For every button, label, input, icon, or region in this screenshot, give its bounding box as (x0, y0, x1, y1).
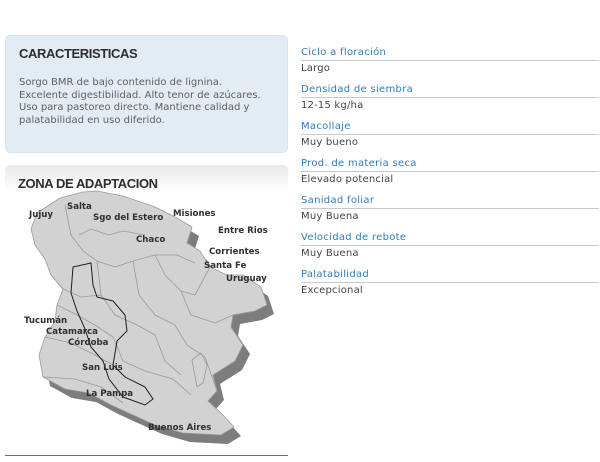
province-label-la-pampa: La Pampa (86, 389, 134, 399)
province-label-tucuman: Tucumán (24, 316, 68, 326)
attribute-label: Macollaje (301, 121, 599, 135)
province-label-jujuy: Jujuy (29, 210, 53, 220)
adaptation-map (5, 165, 288, 455)
attribute-label: Ciclo a floración (301, 47, 599, 61)
province-label-sgo-del-estero: Sgo del Estero (93, 213, 164, 223)
attribute-item (301, 158, 599, 195)
attribute-label: Densidad de siembra (301, 84, 599, 98)
province-label-corrientes: Corrientes (209, 247, 260, 257)
province-label-buenos-aires: Buenos Aires (148, 423, 212, 433)
attribute-value: Muy Buena (301, 211, 359, 222)
zona-adaptacion-panel (5, 165, 288, 456)
zona-adaptacion-title: ZONA DE ADAPTACION (18, 176, 158, 191)
province-label-entre-rios: Entre Rios (218, 226, 268, 236)
attribute-value: Excepcional (301, 285, 363, 296)
attribute-item (301, 195, 599, 232)
province-label-misiones: Misiones (173, 209, 216, 219)
attribute-value: Muy Buena (301, 248, 359, 259)
caracteristicas-title: CARACTERISTICAS (19, 46, 138, 61)
caracteristicas-description: Sorgo BMR de bajo contenido de lignina. Excelente digestibilidad. Alto tenor de azúcares. Uso para pastoreo directo. Mantiene calidad y palatabilidad en uso diferido. (19, 77, 261, 126)
province-label-catamarca: Catamarca (46, 327, 98, 337)
province-label-santa-fe: Santa Fe (204, 261, 247, 271)
attribute-item (301, 84, 599, 121)
attribute-item (301, 269, 599, 306)
province-label-salta: Salta (67, 202, 92, 212)
attribute-label: Prod. de materia seca (301, 158, 599, 172)
province-label-cordoba: Córdoba (68, 338, 109, 348)
attributes-list (301, 47, 599, 306)
attribute-item (301, 232, 599, 269)
attribute-label: Velocidad de rebote (301, 232, 599, 246)
left-column (5, 35, 288, 456)
attribute-label: Sanidad foliar (301, 195, 599, 209)
attribute-label: Palatabilidad (301, 269, 599, 283)
attribute-value: Largo (301, 63, 331, 74)
attribute-value: Muy bueno (301, 137, 359, 148)
province-label-uruguay: Uruguay (226, 274, 267, 284)
attribute-value: Elevado potencial (301, 174, 394, 185)
attribute-value: 12-15 kg/ha (301, 100, 364, 111)
province-label-chaco: Chaco (136, 235, 166, 245)
attribute-item (301, 47, 599, 84)
caracteristicas-panel (5, 35, 288, 153)
attribute-item (301, 121, 599, 158)
province-label-san-luis: San Luis (82, 363, 123, 373)
